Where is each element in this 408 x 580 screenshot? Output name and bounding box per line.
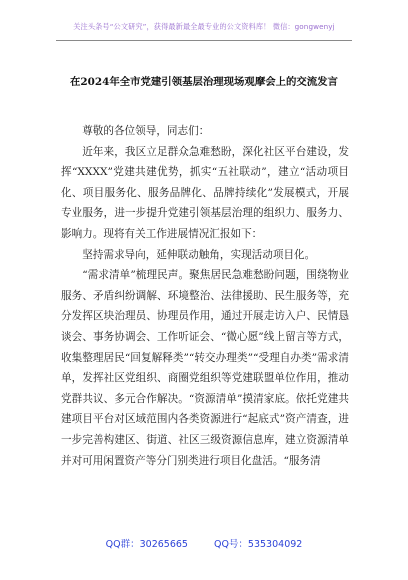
salutation: 尊敬的各位领导，同志们： bbox=[82, 125, 210, 137]
paragraph-detail: “需求清单”梳理民声。聚焦居民急难愁盼问题，围绕物业服务、矛盾纠纷调解、环境整治、法律援助、民生服务等，充分发挥区块治理员、协理员作用，通过开展走访入户、民情恳谈会、事务协调会、工作听证会、“微心愿”线上留言等方式，收集整理居民“回复解释类”“转交办理类”“受理自办类”需求清单，发挥社区党组织、商圈党组织等党建联盟单位作用，推动党群共议、多元合作解决。“资源清单”摸清家底。依托党建共建项目平台对区域范围内各类资源进行“起底式”资产清查，进一步完善构建区、街道、社区三级资源信息库，建立资源清单并对可用闲置资产等分门别类进行项目化盘活。“服务清 bbox=[61, 269, 349, 467]
paragraph-intro: 近年来，我区立足群众急难愁盼，深化社区平台建设，发挥“XXXX”党建共建优势，抓实“五社联动”，建立“活动项目化、项目服务化、服务品牌化、品牌持续化”发展模式，开展专业服务，进一步提升党建引领基层治理的组织力、服务力、影响力。现将有关工作进展情况汇报如下： bbox=[61, 145, 349, 240]
header-divider bbox=[56, 40, 352, 41]
qq-contact-number: QQ号：535304092 bbox=[213, 539, 303, 550]
document-title: 在2024年全市党建引领基层治理现场观摩会上的交流发言 bbox=[70, 76, 338, 88]
qq-group-number: QQ群：30265665 bbox=[105, 539, 188, 550]
document-body bbox=[61, 121, 349, 471]
page-header-note: 关注头条号“公文研究”，获得最新最全最专业的公文资料库！ 微信：gongwenyj bbox=[73, 22, 335, 31]
paragraph-heading: 坚持需求导向，延伸联动触角，实现活动项目化。 bbox=[82, 248, 316, 261]
page-footer bbox=[0, 536, 408, 550]
